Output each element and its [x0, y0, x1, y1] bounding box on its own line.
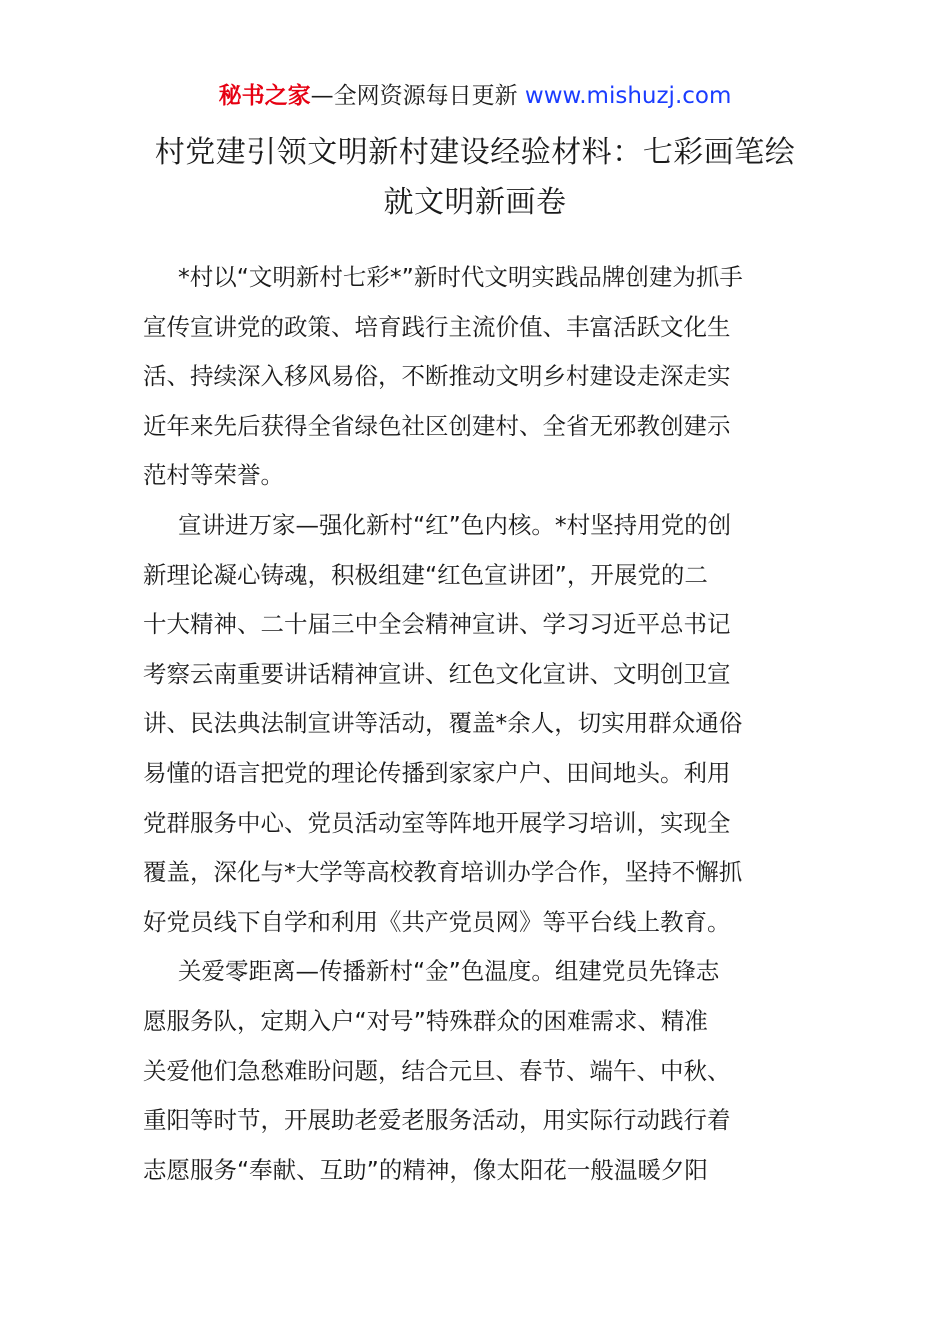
- text-line: 近年来先后获得全省绿色社区创建村、全省无邪教创建示: [143, 411, 731, 440]
- document-body: [143, 253, 808, 1195]
- site-url-link[interactable]: www.mishuzj.com: [524, 83, 732, 109]
- text-line: 关爱零距离—传播新村“金”色温度。组建党员先锋志: [178, 957, 720, 986]
- text-line: 志愿服务“奉献、互助”的精神，像太阳花一般温暖夕阳: [143, 1155, 708, 1184]
- text-line: 易懂的语言把党的理论传播到家家户户、田间地头。利用: [143, 758, 731, 787]
- text-line: *村以“文明新村七彩*”新时代文明实践品牌创建为抓手: [178, 263, 743, 291]
- paragraph-gold: [143, 947, 808, 1195]
- paragraph-red: [143, 501, 808, 947]
- title-line: 就文明新画卷: [383, 185, 567, 220]
- site-brand: 秘书之家: [218, 83, 311, 109]
- text-line: 党群服务中心、党员活动室等阵地开展学习培训，实现全: [143, 808, 731, 837]
- site-tagline: —全网资源每日更新: [310, 83, 525, 109]
- text-line: 十大精神、二十届三中全会精神宣讲、学习习近平总书记: [143, 610, 731, 639]
- text-line: 范村等荣誉。: [143, 461, 284, 490]
- text-line: 讲、民法典法制宣讲等活动，覆盖*余人，切实用群众通俗: [143, 709, 743, 738]
- document-title: [120, 128, 830, 228]
- title-line: 村党建引领文明新村建设经验材料：七彩画笔绘: [154, 135, 796, 170]
- text-line: 考察云南重要讲话精神宣讲、红色文化宣讲、文明创卫宣: [143, 659, 731, 688]
- text-line: 重阳等时节，开展助老爱老服务活动，用实际行动践行着: [143, 1106, 731, 1135]
- text-line: 愿服务队，定期入户“对号”特殊群众的困难需求、精准: [143, 1006, 708, 1035]
- text-line: 活、持续深入移风易俗，不断推动文明乡村建设走深走实: [143, 362, 731, 391]
- text-line: 新理论凝心铸魂，积极组建“红色宣讲团”，开展党的二: [143, 560, 708, 589]
- text-line: 宣传宣讲党的政策、培育践行主流价值、丰富活跃文化生: [143, 312, 731, 341]
- text-line: 关爱他们急愁难盼问题，结合元旦、春节、端午、中秋、: [143, 1056, 731, 1085]
- text-line: 覆盖，深化与*大学等高校教育培训办学合作，坚持不懈抓: [143, 858, 743, 887]
- paragraph-intro: [143, 253, 808, 501]
- text-line: 宣讲进万家—强化新村“红”色内核。*村坚持用党的创: [178, 510, 732, 539]
- text-line: 好党员线下自学和利用《共产党员网》等平台线上教育。: [143, 907, 731, 936]
- site-header: [0, 80, 950, 112]
